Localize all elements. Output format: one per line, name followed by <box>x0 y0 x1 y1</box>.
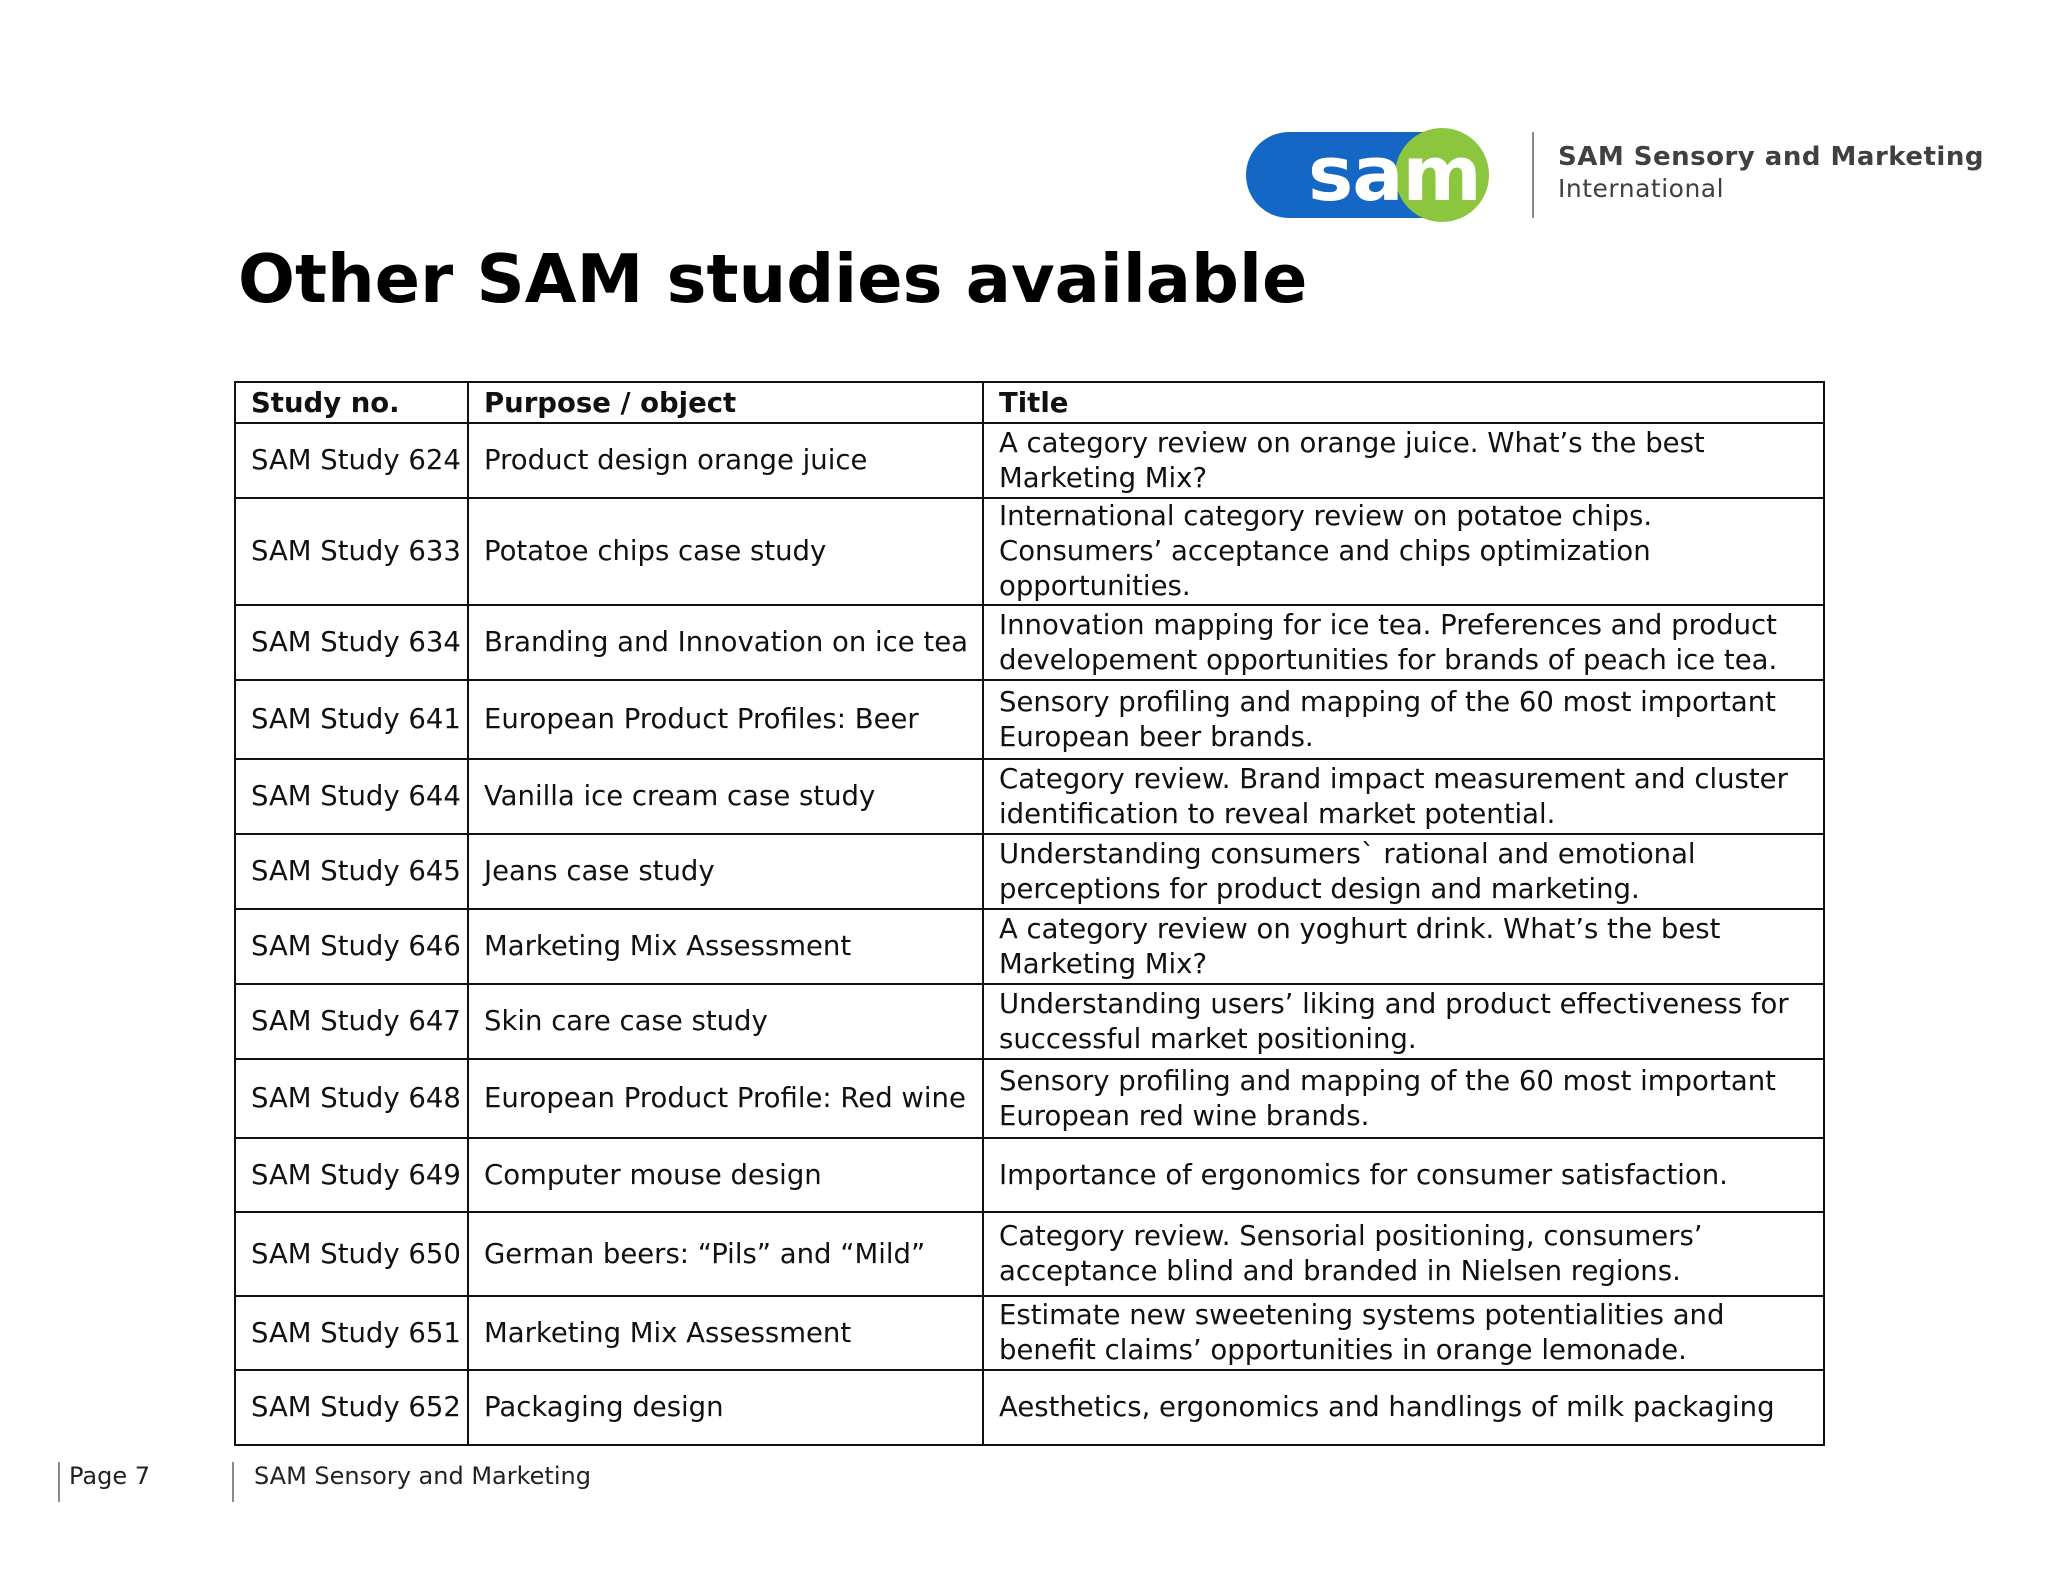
cell-purpose: Marketing Mix Assessment <box>468 1296 983 1370</box>
cell-purpose: Packaging design <box>468 1370 983 1445</box>
cell-purpose: Skin care case study <box>468 984 983 1059</box>
table-header-row <box>235 382 1824 423</box>
cell-study-no: SAM Study 641 <box>235 680 468 759</box>
cell-title: Category review. Brand impact measurement and cluster identification to reveal market potential. <box>983 759 1824 834</box>
cell-study-no: SAM Study 644 <box>235 759 468 834</box>
cell-title: Estimate new sweetening systems potentialities and benefit claims’ opportunities in orange lemonade. <box>983 1296 1824 1370</box>
cell-purpose: European Product Profiles: Beer <box>468 680 983 759</box>
table-row <box>235 423 1824 498</box>
cell-study-no: SAM Study 647 <box>235 984 468 1059</box>
table-row <box>235 1296 1824 1370</box>
cell-title: Sensory profiling and mapping of the 60 most important European beer brands. <box>983 680 1824 759</box>
footer-divider <box>58 1462 60 1502</box>
cell-purpose: Vanilla ice cream case study <box>468 759 983 834</box>
cell-study-no: SAM Study 651 <box>235 1296 468 1370</box>
header-study-no: Study no. <box>235 382 468 423</box>
cell-title: Aesthetics, ergonomics and handlings of milk packaging <box>983 1370 1824 1445</box>
table-row <box>235 1370 1824 1445</box>
header-title: Title <box>983 382 1824 423</box>
table-row <box>235 1138 1824 1212</box>
cell-purpose: Marketing Mix Assessment <box>468 909 983 984</box>
header-purpose: Purpose / object <box>468 382 983 423</box>
table-row <box>235 909 1824 984</box>
table-row <box>235 984 1824 1059</box>
table-row <box>235 680 1824 759</box>
table-row <box>235 605 1824 680</box>
cell-study-no: SAM Study 646 <box>235 909 468 984</box>
cell-title: Importance of ergonomics for consumer satisfaction. <box>983 1138 1824 1212</box>
studies-table <box>234 381 1825 1446</box>
footer-divider <box>232 1462 234 1502</box>
footer-page-number: Page 7 <box>69 1462 150 1490</box>
table-row <box>235 759 1824 834</box>
cell-title: Category review. Sensorial positioning, consumers’ acceptance blind and branded in Nielsen regions. <box>983 1212 1824 1296</box>
company-logo <box>1246 128 1984 224</box>
page-title: Other SAM studies available <box>238 240 1308 318</box>
cell-purpose: Potatoe chips case study <box>468 498 983 605</box>
cell-purpose: Branding and Innovation on ice tea <box>468 605 983 680</box>
cell-title: Sensory profiling and mapping of the 60 most important European red wine brands. <box>983 1059 1824 1138</box>
cell-study-no: SAM Study 650 <box>235 1212 468 1296</box>
cell-study-no: SAM Study 634 <box>235 605 468 680</box>
cell-title: Understanding consumers` rational and emotional perceptions for product design and marketing. <box>983 834 1824 909</box>
cell-study-no: SAM Study 648 <box>235 1059 468 1138</box>
cell-purpose: Product design orange juice <box>468 423 983 498</box>
logo-wordmark: sam <box>1308 129 1481 218</box>
table-row <box>235 1212 1824 1296</box>
cell-study-no: SAM Study 649 <box>235 1138 468 1212</box>
cell-title: Innovation mapping for ice tea. Preferences and product developement opportunities for brands of peach ice tea. <box>983 605 1824 680</box>
cell-purpose: Jeans case study <box>468 834 983 909</box>
cell-purpose: European Product Profile: Red wine <box>468 1059 983 1138</box>
cell-title: A category review on orange juice. What’s the best Marketing Mix? <box>983 423 1824 498</box>
cell-purpose: Computer mouse design <box>468 1138 983 1212</box>
logo-company-sub: International <box>1558 174 1725 203</box>
sam-logo-mark <box>1246 128 1516 224</box>
table-row <box>235 498 1824 605</box>
table-row <box>235 834 1824 909</box>
cell-title: Understanding users’ liking and product effectiveness for successful market positioning. <box>983 984 1824 1059</box>
table-row <box>235 1059 1824 1138</box>
cell-study-no: SAM Study 652 <box>235 1370 468 1445</box>
cell-study-no: SAM Study 633 <box>235 498 468 605</box>
logo-company-name: SAM Sensory and Marketing <box>1558 142 1984 172</box>
cell-study-no: SAM Study 645 <box>235 834 468 909</box>
cell-purpose: German beers: “Pils” and “Mild” <box>468 1212 983 1296</box>
logo-divider <box>1532 132 1534 218</box>
cell-title: International category review on potatoe chips. Consumers’ acceptance and chips optimization opportunities. <box>983 498 1824 605</box>
footer-company: SAM Sensory and Marketing <box>254 1462 591 1490</box>
cell-study-no: SAM Study 624 <box>235 423 468 498</box>
cell-title: A category review on yoghurt drink. What’s the best Marketing Mix? <box>983 909 1824 984</box>
